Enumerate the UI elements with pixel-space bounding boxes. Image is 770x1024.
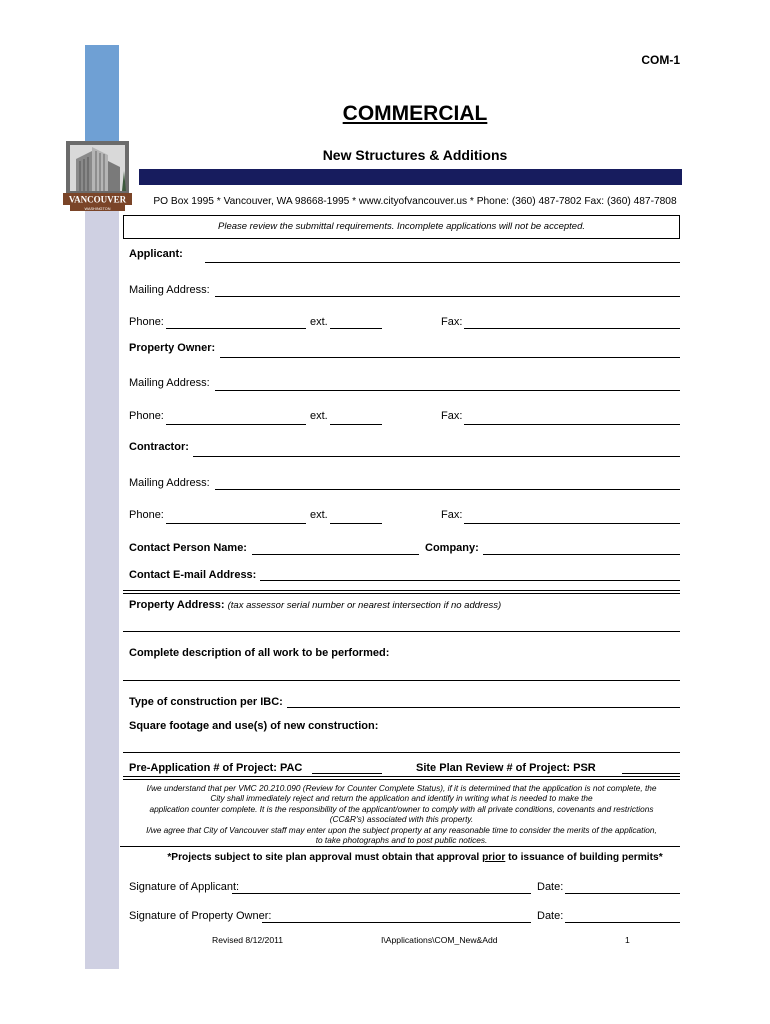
applicant-ext-label: ext. xyxy=(310,316,328,328)
note-line: application counter complete. It is the responsibility of the applicant/owner to comply with all private conditions, covenants and restrictions xyxy=(149,803,654,814)
note-line: (CC&R's) associated with this property. xyxy=(329,814,474,825)
owner-phone-field[interactable] xyxy=(166,424,306,425)
contact-email-label: Contact E-mail Address: xyxy=(129,569,257,581)
site-plan-notice-text: *Projects subject to site plan approval must obtain that approval xyxy=(167,852,483,863)
contractor-ext-field[interactable] xyxy=(330,523,382,524)
construction-type-label: Type of construction per IBC: xyxy=(129,696,283,708)
work-description-label: Complete description of all work to be performed: xyxy=(129,647,390,659)
owner-fax-field[interactable] xyxy=(464,424,680,425)
page-number: 1 xyxy=(625,935,630,945)
form-code: COM-1 xyxy=(641,53,680,67)
section-divider xyxy=(120,846,680,847)
contractor-fax-field[interactable] xyxy=(464,523,680,524)
contractor-phone-field[interactable] xyxy=(166,523,306,524)
file-path: I\Applications\COM_New&Add xyxy=(381,935,498,945)
contractor-label: Contractor: xyxy=(129,441,189,453)
construction-type-field[interactable] xyxy=(287,707,680,708)
applicant-date-field[interactable] xyxy=(565,893,680,894)
property-address-hint: (tax assessor serial number or nearest intersection if no address) xyxy=(227,600,502,611)
page-title: COMMERCIAL xyxy=(342,102,488,125)
owner-mailing-field[interactable] xyxy=(215,390,680,391)
site-plan-field[interactable] xyxy=(622,773,680,774)
owner-date-field[interactable] xyxy=(565,922,680,923)
logo-sub: WASHINGTON xyxy=(84,207,111,211)
applicant-ext-field[interactable] xyxy=(330,328,382,329)
property-address-field[interactable] xyxy=(123,631,680,632)
contractor-fax-label: Fax: xyxy=(441,509,463,521)
applicant-fax-label: Fax: xyxy=(441,316,463,328)
contact-email-field[interactable] xyxy=(260,580,680,581)
square-footage-label: Square footage and use(s) of new construction: xyxy=(129,720,379,732)
page-subtitle: New Structures & Additions xyxy=(322,147,508,163)
owner-signature-label: Signature of Property Owner: xyxy=(129,910,272,922)
contractor-field[interactable] xyxy=(193,456,680,457)
note-line: City shall immediately reject and return the application and identify in writing what is needed to make the xyxy=(210,793,593,804)
applicant-label: Applicant: xyxy=(129,248,183,260)
contractor-phone-label: Phone: xyxy=(129,509,164,521)
owner-signature-field[interactable] xyxy=(262,922,531,923)
square-footage-field[interactable] xyxy=(123,752,680,753)
applicant-signature-field[interactable] xyxy=(232,893,531,894)
contact-line: PO Box 1995 * Vancouver, WA 98668-1995 * www.cityofvancouver.us * Phone: (360) 487-7802 Fax: (360) 487-7808 xyxy=(153,196,677,207)
company-field[interactable] xyxy=(483,554,680,555)
site-plan-notice xyxy=(120,852,710,863)
property-address-row xyxy=(129,599,501,611)
owner-ext-field[interactable] xyxy=(330,424,382,425)
pre-app-label: Pre-Application # of Project: PAC xyxy=(129,762,303,774)
company-label: Company: xyxy=(425,542,479,554)
note-line: I/we understand that per VMC 20.210.090 (Review for Counter Complete Status), if it is determined that the application is not complete, the xyxy=(146,783,657,793)
note-line: I/we agree that City of Vancouver staff may enter upon the subject property at any reasonable time to consider the merits of the application, xyxy=(146,824,657,835)
applicant-mailing-field[interactable] xyxy=(215,296,680,297)
understanding-note xyxy=(123,783,680,845)
applicant-field[interactable] xyxy=(205,262,680,263)
site-plan-label: Site Plan Review # of Project: PSR xyxy=(416,762,596,774)
section-divider xyxy=(123,590,680,594)
section-divider xyxy=(123,776,680,780)
owner-mailing-label: Mailing Address: xyxy=(129,377,210,389)
owner-label: Property Owner: xyxy=(129,342,216,354)
contractor-ext-label: ext. xyxy=(310,509,328,521)
contact-name-field[interactable] xyxy=(252,554,419,555)
revision-date: Revised 8/12/2011 xyxy=(212,935,284,945)
applicant-signature-label: Signature of Applicant: xyxy=(129,881,240,893)
applicant-phone-field[interactable] xyxy=(166,328,306,329)
side-bar xyxy=(85,190,119,969)
contractor-mailing-label: Mailing Address: xyxy=(129,477,210,489)
pre-app-field[interactable] xyxy=(312,773,382,774)
applicant-fax-field[interactable] xyxy=(464,328,680,329)
work-description-field[interactable] xyxy=(123,680,680,681)
site-plan-notice-text: to issuance of building permits* xyxy=(505,852,663,863)
owner-fax-label: Fax: xyxy=(441,410,463,422)
property-address-label: Property Address: xyxy=(129,599,225,611)
owner-field[interactable] xyxy=(220,357,680,358)
owner-date-label: Date: xyxy=(537,910,564,922)
submittal-notice: Please review the submittal requirements. Incomplete applications will not be accepted. xyxy=(123,215,680,239)
contact-name-label: Contact Person Name: xyxy=(129,542,247,554)
owner-phone-label: Phone: xyxy=(129,410,164,422)
applicant-date-label: Date: xyxy=(537,881,564,893)
owner-ext-label: ext. xyxy=(310,410,328,422)
logo-name: VANCOUVER xyxy=(68,194,127,205)
header-band xyxy=(139,169,682,185)
contractor-mailing-field[interactable] xyxy=(215,489,680,490)
note-line: to take photographs and to post public notices. xyxy=(315,835,488,846)
applicant-mailing-label: Mailing Address: xyxy=(129,284,210,296)
site-plan-notice-emphasis: prior xyxy=(482,852,506,863)
applicant-phone-label: Phone: xyxy=(129,316,164,328)
